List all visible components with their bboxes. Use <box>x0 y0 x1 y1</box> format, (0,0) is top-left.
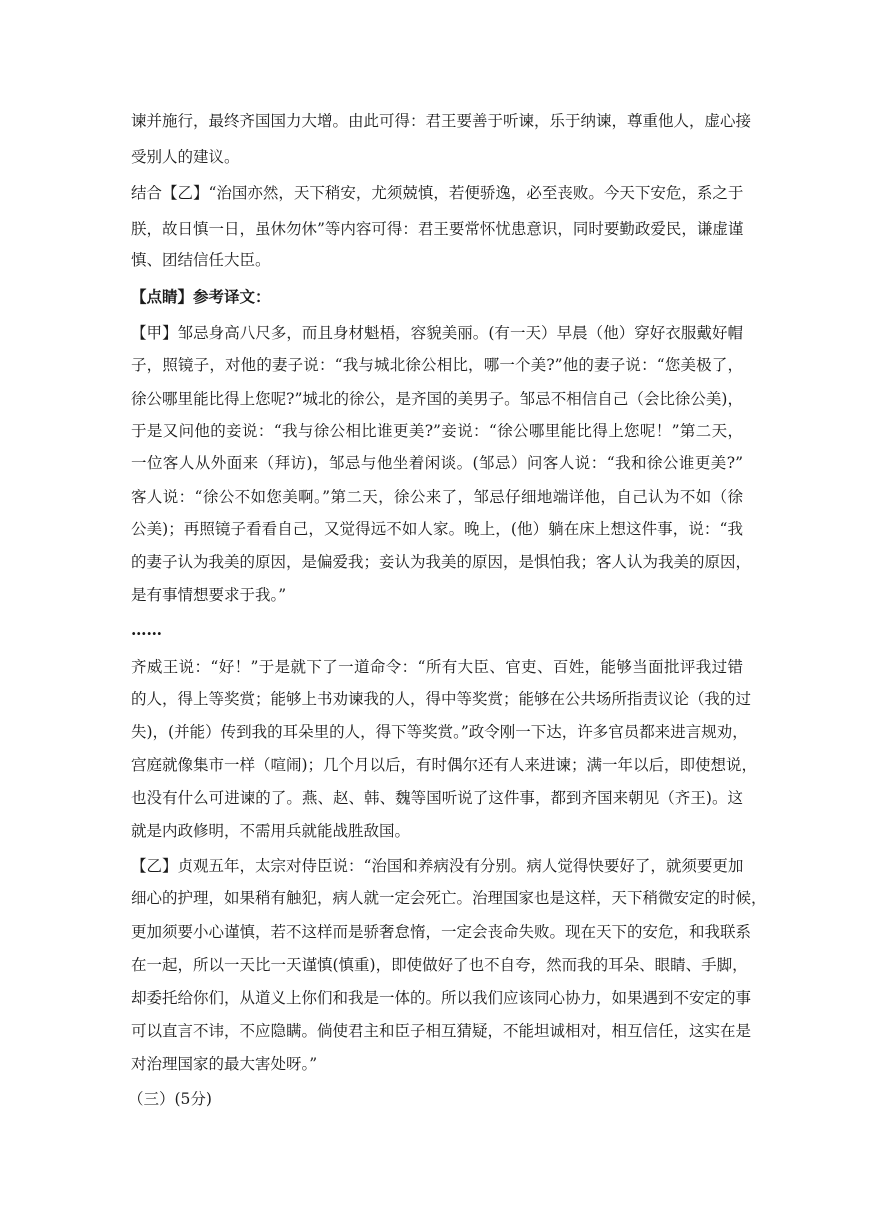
text-line: 也没有什么可进谏的了。燕、赵、韩、魏等国听说了这件事，都到齐国来朝见（齐王)。这 <box>131 789 743 807</box>
text-line: 公美)；再照镜子看看自己，又觉得远不如人家。晚上，(他）躺在床上想这件事，说：“我 <box>131 520 743 538</box>
text-line: 却委托给你们，从道义上你们和我是一体的。所以我们应该同心协力，如果遇到不安定的事 <box>131 989 752 1007</box>
text-line: 就是内政修明，不需用兵就能战胜敌国。 <box>131 822 411 840</box>
text-line: 徐公哪里能比得上您呢?”城北的徐公，是齐国的美男子。邹忌不相信自己（会比徐公美)， <box>131 390 743 408</box>
section-heading: 【点睛】参考译文： <box>131 287 271 306</box>
text-line: 【乙】贞观五年，太宗对侍臣说：“治国和养病没有分别。病人觉得快要好了，就须要更加 <box>131 857 744 875</box>
text-line: 宫庭就像集市一样（喧闹)；几个月以后，有时偶尔还有人来进谏；满一年以后，即使想说， <box>131 756 758 774</box>
text-line: 【甲】邹忌身高八尺多，而且身材魁梧，容貌美丽。(有一天）早晨（他）穿好衣服戴好帽 <box>131 324 743 342</box>
text-line: 谏并施行，最终齐国国力大增。由此可得：君王要善于听谏，乐于纳谏，尊重他人，虚心接 <box>131 112 752 130</box>
text-line: 一位客人从外面来（拜访)，邹忌与他坐着闲谈。(邹忌）问客人说：“我和徐公谁更美?” <box>131 454 743 472</box>
text-line: 可以直言不讳，不应隐瞒。倘使君主和臣子相互猜疑，不能坦诚相对，相互信任，这实在是 <box>131 1022 752 1040</box>
text-line: 的妻子认为我美的原因，是偏爱我；妾认为我美的原因，是惧怕我；客人认为我美的原因， <box>131 553 752 571</box>
ellipsis: …… <box>131 620 162 639</box>
section-number: （三）(5分) <box>128 1090 212 1108</box>
text-line: 对治理国家的最大害处呀。” <box>131 1055 318 1073</box>
text-line: 子，照镜子，对他的妻子说：“我与城北徐公相比，哪一个美?”他的妻子说：“您美极了， <box>131 356 743 374</box>
text-line: 慎、团结信任大臣。 <box>131 251 271 269</box>
text-line: 在一起，所以一天比一天谨慎(慎重)，即使做好了也不自夸，然而我的耳朵、眼睛、手脚， <box>131 956 748 974</box>
text-line: 结合【乙】“治国亦然，天下稍安，尤须兢慎，若便骄逸，必至丧败。今天下安危，系之于 <box>131 184 744 202</box>
text-line: 细心的护理，如果稍有触犯，病人就一定会死亡。治理国家也是这样，天下稍微安定的时候， <box>131 889 767 907</box>
text-line: 受别人的建议。 <box>131 148 240 166</box>
text-line: 于是又问他的妾说：“我与徐公相比谁更美?”妾说：“徐公哪里能比得上您呢！”第二天， <box>131 422 743 440</box>
text-line: 朕，故日慎一日，虽休勿休”等内容可得：君王要常怀忧患意识，同时要勤政爱民，谦虚谨 <box>131 220 744 238</box>
text-line: 的人，得上等奖赏；能够上书劝谏我的人，得中等奖赏；能够在公共场所指责议论（我的过 <box>131 690 752 708</box>
text-line: 更加须要小心谨慎，若不这样而是骄奢怠惰，一定会丧命失败。现在天下的安危，和我联系 <box>131 923 752 941</box>
text-line: 是有事情想要求于我。” <box>131 586 287 604</box>
text-line: 齐威王说：“好！”于是就下了一道命令：“所有大臣、官吏、百姓，能够当面批评我过错 <box>131 658 743 676</box>
text-line: 失)，(并能）传到我的耳朵里的人，得下等奖赏。”政令刚一下达，许多官员都来进言规劝， <box>131 723 748 741</box>
text-line: 客人说：“徐公不如您美啊。”第二天，徐公来了，邹忌仔细地端详他，自己认为不如（徐 <box>131 488 743 506</box>
